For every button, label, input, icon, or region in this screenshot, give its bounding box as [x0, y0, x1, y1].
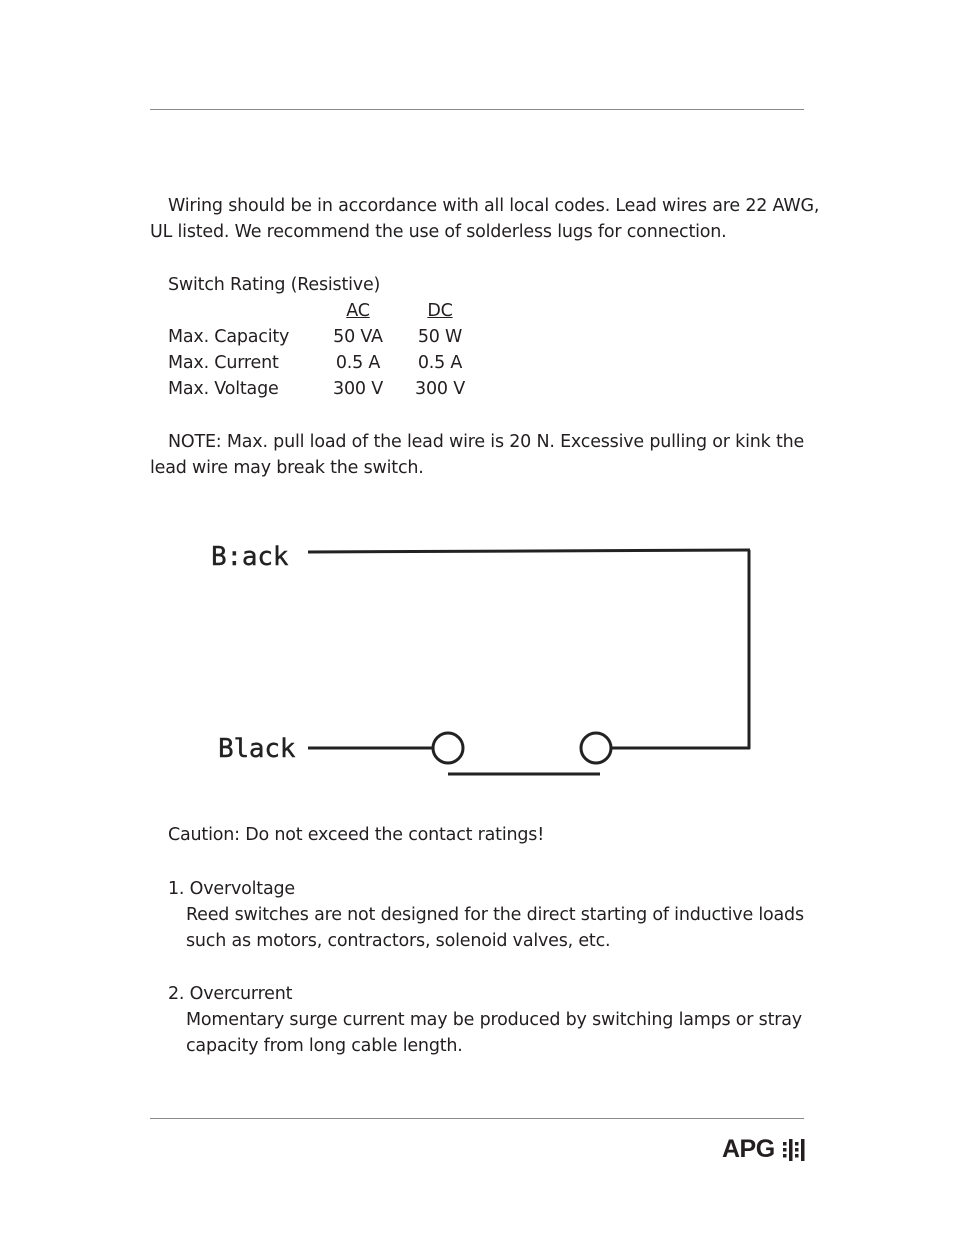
rating-header-ac: AC — [346, 301, 370, 321]
intro-line-2: UL listed. We recommend the use of solderless lugs for connection. — [150, 222, 727, 242]
list-item-text: Momentary surge current may be produced by switching lamps or stray — [186, 1010, 802, 1030]
bottom-wire-label: Black — [218, 734, 296, 764]
rating-cell-ac: 0.5 A — [335, 353, 381, 373]
reed-contact-left — [433, 733, 463, 763]
rating-row-label: Max. Current — [168, 353, 279, 373]
rating-cell-ac: 50 VA — [333, 327, 383, 347]
note-paragraph — [150, 429, 810, 481]
list-item-text: Reed switches are not designed for the direct starting of inductive loads — [186, 905, 804, 925]
reed-contact-right — [581, 733, 611, 763]
note-line-2: lead wire may break the switch. — [150, 458, 424, 478]
list-item-text: such as motors, contractors, solenoid valves, etc. — [186, 931, 611, 951]
footer-rule — [150, 1118, 804, 1119]
wiring-diagram — [0, 520, 954, 790]
apg-logo — [722, 1135, 806, 1163]
rating-row-label: Max. Capacity — [168, 327, 290, 347]
rating-cell-dc: 300 V — [415, 379, 465, 399]
intro-line-1: Wiring should be in accordance with all local codes. Lead wires are 22 AWG, — [168, 196, 820, 216]
rating-header-dc: DC — [427, 301, 453, 321]
rating-cell-dc: 0.5 A — [417, 353, 463, 373]
rating-cell-ac: 300 V — [333, 379, 383, 399]
logo-mark-icon — [782, 1139, 806, 1161]
logo-text: APG — [722, 1135, 775, 1163]
intro-paragraph — [150, 193, 820, 245]
note-line-1: NOTE: Max. pull load of the lead wire is 20 N. Excessive pulling or kink the — [168, 432, 805, 452]
list-item-text: capacity from long cable length. — [186, 1036, 463, 1056]
rating-row-label: Max. Voltage — [168, 379, 279, 399]
top-wire-label: B:ack — [211, 542, 289, 572]
top-wire — [308, 550, 750, 552]
rating-title: Switch Rating (Resistive) — [168, 275, 381, 295]
list-item-heading: 1. Overvoltage — [168, 879, 295, 899]
caution-text: Caution: Do not exceed the contact ratings! — [168, 825, 545, 845]
rating-cell-dc: 50 W — [417, 327, 463, 347]
list-item-heading: 2. Overcurrent — [168, 984, 293, 1004]
header-rule — [150, 109, 804, 110]
